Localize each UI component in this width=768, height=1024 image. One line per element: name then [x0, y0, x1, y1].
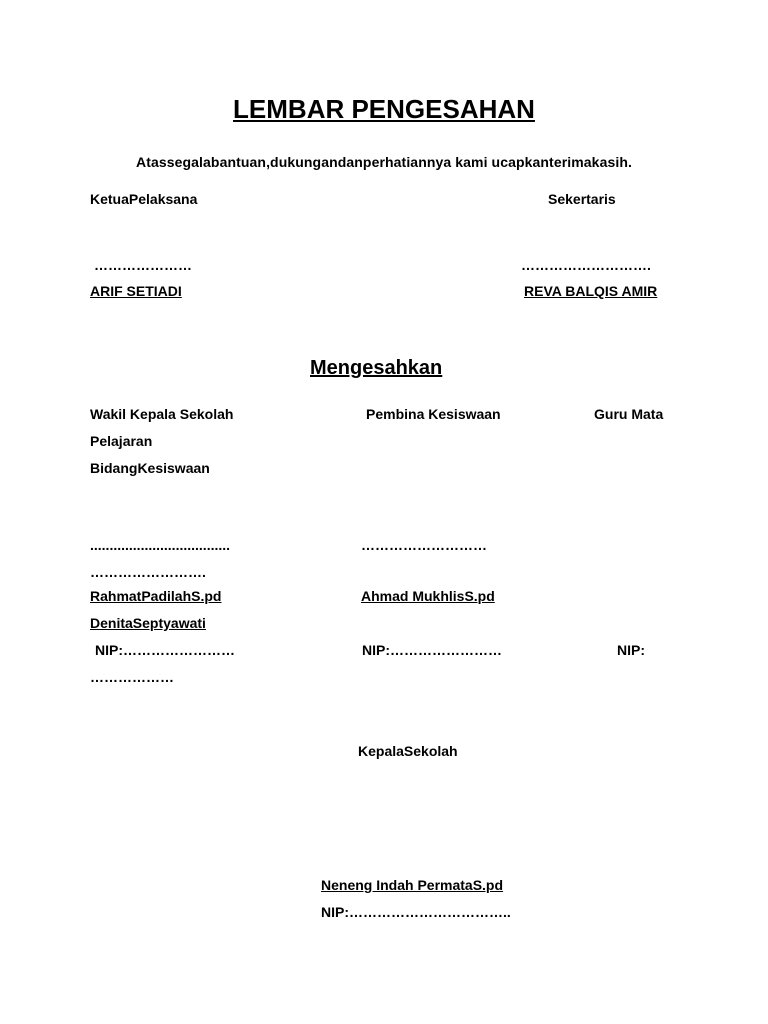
- guru-mata-role: Guru Mata: [594, 406, 664, 422]
- pelajaran-role-line: Pelajaran: [90, 433, 153, 449]
- wakil-nip: NIP:……………………: [95, 642, 235, 658]
- pembina-signature-dots: ………………………: [361, 537, 487, 553]
- guru-name: DenitaSeptyawati: [90, 615, 206, 631]
- sekertaris-signature-dots: ……………………….: [521, 257, 651, 273]
- approval-heading: Mengesahkan: [310, 357, 443, 379]
- ketua-name: ARIF SETIADI: [90, 283, 182, 299]
- kepala-sekolah-name: Neneng Indah PermataS.pd: [321, 877, 504, 893]
- pembina-role: Pembina Kesiswaan: [366, 406, 501, 422]
- bidang-kesiswaan-role-line: BidangKesiswaan: [90, 460, 210, 476]
- wakil-name: RahmatPadilahS.pd: [90, 588, 222, 604]
- kepala-sekolah-role: KepalaSekolah: [358, 743, 458, 759]
- ketua-pelaksana-role: KetuaPelaksana: [90, 191, 198, 207]
- kepala-sekolah-nip: NIP:……………………………..: [321, 904, 511, 920]
- sekertaris-name: REVA BALQIS AMIR: [524, 283, 658, 299]
- document-title: LEMBAR PENGESAHAN: [233, 94, 535, 124]
- pembina-name: Ahmad MukhlisS.pd: [361, 588, 495, 604]
- wakil-signature-dots: ....................................: [90, 537, 231, 553]
- sekertaris-role: Sekertaris: [548, 191, 616, 207]
- guru-nip-label: NIP:: [617, 642, 645, 658]
- guru-signature-dots: …………………….: [90, 564, 206, 580]
- ketua-signature-dots: …………………: [94, 257, 192, 273]
- thanks-statement: Atassegalabantuan,dukungandanperhatiannya kami ucapkanterimakasih.: [136, 154, 632, 170]
- wakil-kepala-role: Wakil Kepala Sekolah: [90, 406, 234, 422]
- pembina-nip: NIP:……………………: [362, 642, 502, 658]
- guru-nip-dots: ………………: [90, 669, 174, 685]
